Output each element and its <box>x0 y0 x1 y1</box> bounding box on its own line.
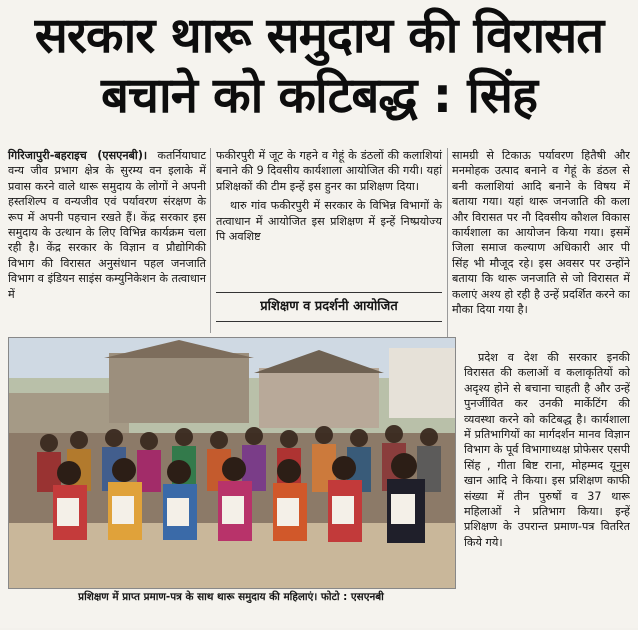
article-column-1 <box>8 148 206 306</box>
headline-line-2: बचाने को कटिबद्ध : सिंह <box>100 67 538 124</box>
subheading: प्रशिक्षण व प्रदर्शनी आयोजित <box>216 292 442 322</box>
column-1-text: कतर्नियाघाट वन्य जीव प्रभाग क्षेत्र के सुरम्य वन इलाके में प्रवास करने वाले थारू समुदाय के लोगों ने अपनी हस्तशिल्प व वन्यजीव एवं पर्यावरण संरक्षण के रूप में अपनी पहचान रखते हैं। केंद्र सरकार इस समुदाय के उत्थान के लिए विभिन्न कार्यक्रम चला रही है। केंद्र सरकार के विज्ञान व प्रौद्योगिकी विभाग की विरासत अनुसंधान पहल जनजाति विभाग व इंडियन साइंस कम्युनिकेशन के तत्वाधान में <box>8 149 206 301</box>
column-2-para-2: थारु गांव फकीरपुरी में सरकार के विभिन्न विभागों के तत्वाधान में आयोजित इस प्रशिक्षण में इन्हें निष्प्रयोज्य पि अवशिष्ट <box>216 199 442 244</box>
group-photo <box>8 337 456 589</box>
photo-caption: प्रशिक्षण में प्राप्त प्रमाण-पत्र के साथ थारू समुदाय की महिलाएं। फोटो : एसएनबी <box>78 591 384 603</box>
article-column-3-continued <box>464 350 630 630</box>
column-3-para-2: प्रदेश व देश की सरकार इनकी विरासत की कलाओं व कलाकृतियों को अदृश्य होने से बचाना चाहती है और उन्हें पुनर्जीवित कर उनकी मार्केटिंग की व्यवस्था करने को कटिबद्ध है। कार्यशाला में प्रतिभागियों का मार्गदर्शन मानव विज्ञान विभाग के पूर्व विभागाध्यक्ष प्रोफेसर एसपी सिंह , गीता बिष्ट राना, मोहम्मद यूनुस खान आदि ने किया। इस प्रशिक्षण काफी संख्या में तीन पुरुषों व 37 थारू महिलाओं ने प्रतिभाग किया। इन्हें प्रशिक्षण के उपरान्त प्रमाण-पत्र वितरित किये गये। <box>464 351 630 549</box>
column-3-para-1: सामग्री से टिकाऊ पर्यावरण हितैषी और मनमोहक उत्पाद बनाने व गेहूं के डंठल से बनी कलाशियां आदि बनाने के विषय में बताया गया। यहां थारू जनजाति की कला और विरासत पर नौ दिवसीय कौशल विकास कार्यशाला का आयोजन किया गया। इसमें जिला समाज कल्याण अधिकारी आर पी सिंह भी मौजूद रहे। इस अवसर पर उन्होंने बताया कि थारू जनजाति से जो विरासत में कलाएं अश्य हो रही है उन्हें प्रदर्शित करने का मौका दिया गया है। <box>452 149 630 317</box>
column-divider <box>210 148 211 333</box>
dateline: गिरिजापुरी-बहराइच (एसएनबी)। <box>8 149 148 162</box>
headline-line-1: सरकार थारू समुदाय की विरासत <box>34 7 604 64</box>
article-column-3 <box>452 148 630 348</box>
column-2-para-1: फकीरपुरी में जूट के गहने व गेहूं के डंठलों की कलाशियां बनाने की 9 दिवसीय कार्यशाला आयोजित की गयी। यहां प्रशिक्षकों की टीम इन्हें इस हुनर का प्रशिक्षण दिया। <box>216 149 442 193</box>
article-column-2 <box>216 148 442 248</box>
